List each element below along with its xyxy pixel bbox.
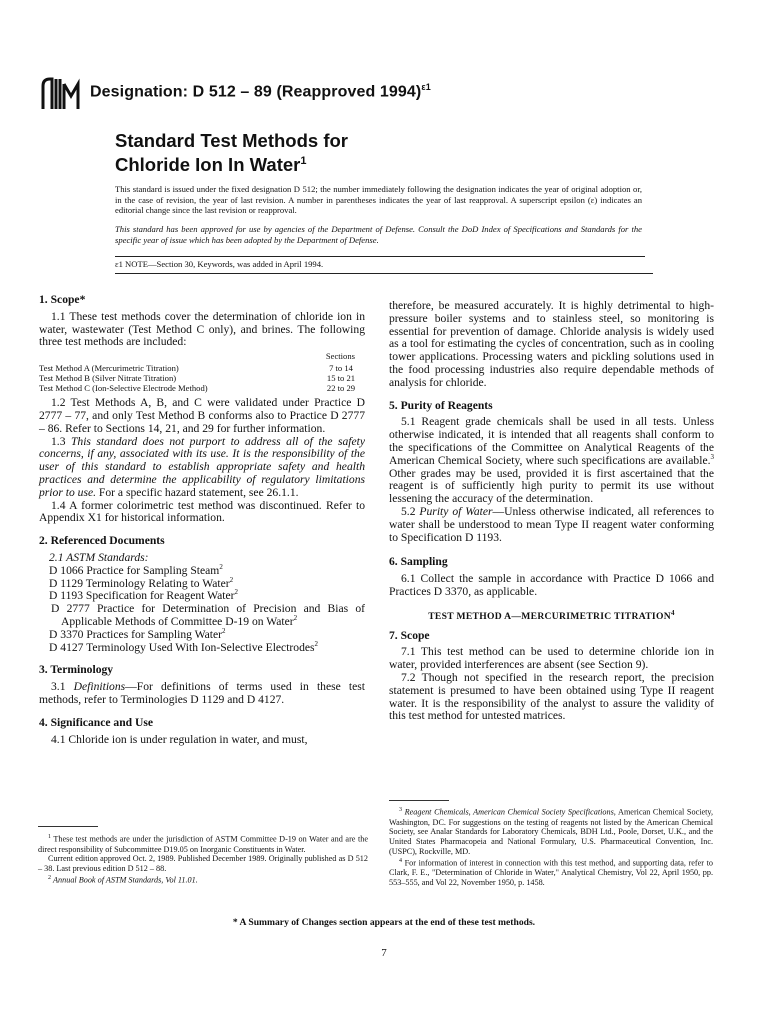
paragraph: 5.2 Purity of Water—Unless otherwise indicated, all references to water shall be understood to mean Type II reagent water conforming to Specification D 1193. <box>389 504 715 544</box>
method-heading: TEST METHOD A—MERCURIMETRIC TITRATION$^4$ <box>428 608 675 622</box>
epsilon-note: ε1 NOTE—Section 30, Keywords, was added in April 1994. <box>115 259 324 269</box>
paragraph: 1.4 A former colorimetric test method was discontinued. Refer to Appendix X1 for historical information. <box>39 498 365 525</box>
section-heading: 1. Scope* <box>39 293 86 306</box>
list-item: D 1066 Practice for Sampling Steam$^2$ <box>49 562 223 577</box>
list-item: D 2777 Practice for Determination of Precision and Bias of Applicable Methods of Committee D-19 on Water$^2$ <box>51 602 365 628</box>
paragraph: 3.1 Definitions—For definitions of terms used in these test methods, refer to Terminologies D 1129 and D 4127. <box>39 680 366 706</box>
methods-header: Sections <box>325 351 355 362</box>
paragraph: 6.1 Collect the sample in accordance with Practice D 1066 and Practices D 3370, as applicable. <box>389 572 714 598</box>
divider <box>115 273 653 274</box>
reference-list: 2.1 ASTM Standards: D 1066 Practice for Sampling Steam$^2$ D 1129 Terminology Relating to Water$^2$ D 1193 Specification for Reagent Water$^2$ D 2777 Practice for Determination of Precision and Bias of Applicable Methods of Committee D-19 on Water$^2$ D 3370 Practices for Sampling Water$^2$ D 4127 Terminology Used With Ion-Selective Electrodes$^2$ <box>39 552 365 654</box>
footnote: Current edition approved Oct. 2, 1989. Published December 1989. Originally published as D 512 – 38. Last previous edition D 512 – 88. <box>38 854 368 874</box>
footnote: $^1$ These test methods are under the jurisdiction of ASTM Committee D-19 on Water and are the direct responsibility of Subcommittee D19.05 on Inorganic Constituents in Water. <box>38 834 368 854</box>
method-row: Test Method B (Silver Nitrate Titration) 15 to 21 <box>39 373 356 384</box>
list-item: D 1193 Specification for Reagent Water$^2$ <box>49 588 238 603</box>
dod-note: This standard has been approved for use by agencies of the Department of Defense. Consult the DoD Index of Specifications and Standards for the specific year of issue which has been adopted by the Department of Defense. <box>115 224 642 245</box>
footnote: $^3$ Reagent Chemicals, American Chemical Society Specifications, American Chemical Society, Washington, DC. For suggestions on the testing of reagents not listed by the American Chemical Society, see Analar Standards for Laboratory Chemicals, BDH Ltd., Poole, Dorset, U.K., and the United States Pharmacopeia and National Formulary, U.S. Pharmaceutical Convention, Inc. (USPC), Rockville, MD. <box>389 807 713 856</box>
paragraph: 1.1 These test methods cover the determination of chloride ion in water, wastewater (Test Method C only), and brines. The following three test methods are included: <box>39 309 365 349</box>
footnote-rule <box>38 826 98 827</box>
section-heading: 6. Sampling <box>389 555 448 569</box>
list-item: D 1129 Terminology Relating to Water$^2$ <box>49 575 234 590</box>
right-column <box>389 300 714 723</box>
issuance-note: This standard is issued under the fixed designation D 512; the number immediately following the designation indicates the year of original adoption or, in the case of revision, the year of last revision. A number in parentheses indicates the year of last reapproval. A superscript epsilon (ε) indicates an editorial change since the last revision or reapproval. <box>115 184 642 216</box>
footnote-rule <box>389 800 449 801</box>
left-column <box>39 294 365 746</box>
paragraph: 5.1 Reagent grade chemicals shall be used in all tests. Unless otherwise indicated, it is intended that all reagents shall conform to the specifications of the Committee on Analytical Reagents of the American Chemical Society, where such specifications are available.$^3$ Other grades may be used, provided it is first ascertained that the reagent is of sufficiently high purity to permit its use without lessening the accuracy of the determination. <box>389 415 714 506</box>
paragraph: 4.1 Chloride ion is under regulation in water, and must, <box>51 732 308 746</box>
paragraph: 7.1 This test method can be used to determine chloride ion in water, provided interferences are absent (see Section 9). <box>389 645 714 672</box>
footnotes-right <box>389 806 713 888</box>
methods-table <box>39 351 365 393</box>
summary-note: * A Summary of Changes section appears at the end of these test methods. <box>232 917 536 928</box>
method-row: Test Method A (Mercurimetric Titration) 7 to 14 <box>39 363 353 374</box>
section-heading: 5. Purity of Reagents <box>389 398 493 412</box>
list-item: D 3370 Practices for Sampling Water$^2$ <box>49 626 226 641</box>
divider <box>115 256 645 257</box>
section-heading: 2. Referenced Documents <box>39 534 165 548</box>
astm-logo-icon <box>40 76 82 112</box>
section-heading: 7. Scope <box>389 628 430 642</box>
page-number: 7 <box>381 947 387 959</box>
method-row: Test Method C (Ion-Selective Electrode Method) 22 to 29 <box>39 383 356 394</box>
footnote: $^2$ Annual Book of ASTM Standards, Vol 11.01. <box>48 874 198 885</box>
footnote: $^4$ For information of interest in connection with this test method, and supporting data, refer to Clark, F. E., "Determination of Chloride in Water," Analytical Chemistry, Vol 22, April 1950, pp. 553–555, and Vol 22, November 1950, p. 1458. <box>389 857 713 888</box>
footnotes-left <box>38 833 368 885</box>
page-title: Standard Test Methods for Chloride Ion In Water$^1$ <box>115 130 348 176</box>
paragraph: 1.3 This standard does not purport to address all of the safety concerns, if any, associated with its use. It is the responsibility of the user of this standard to establish appropriate safety and health practices and determine the applicability of regulatory limitations prior to use. For a specific hazard statement, see 26.1.1. <box>39 434 366 499</box>
paragraph: 1.2 Test Methods A, B, and C were validated under Practice D 2777 – 77, and only Test Method B conforms also to Practice D 2777 – 86. Refer to Sections 14, 21, and 29 for further information. <box>39 396 365 435</box>
section-heading: 3. Terminology <box>39 663 114 677</box>
section-heading: 4. Significance and Use <box>39 715 154 729</box>
list-item: D 4127 Terminology Used With Ion-Selective Electrodes$^2$ <box>49 639 319 654</box>
paragraph: therefore, be measured accurately. It is highly detrimental to high-pressure boiler systems and to stainless steel, so monitoring is essential for prevention of damage. Chloride analysis is widely used as a tool for estimating the cycles of concentration, such as in cooling tower applications. Processing waters and pickling solutions used in the food processing industries also require dependable methods of analysis for chloride. <box>389 299 714 389</box>
paragraph: 7.2 Though not specified in the research report, the precision statement is presumed to have been obtained using Type II reagent water. It is the responsibility of the analyst to assure the validity of this test method for untested matrices. <box>389 670 714 723</box>
designation: Designation: D 512 – 89 (Reapproved 1994)$^{\varepsilon 1}$ <box>90 82 431 101</box>
